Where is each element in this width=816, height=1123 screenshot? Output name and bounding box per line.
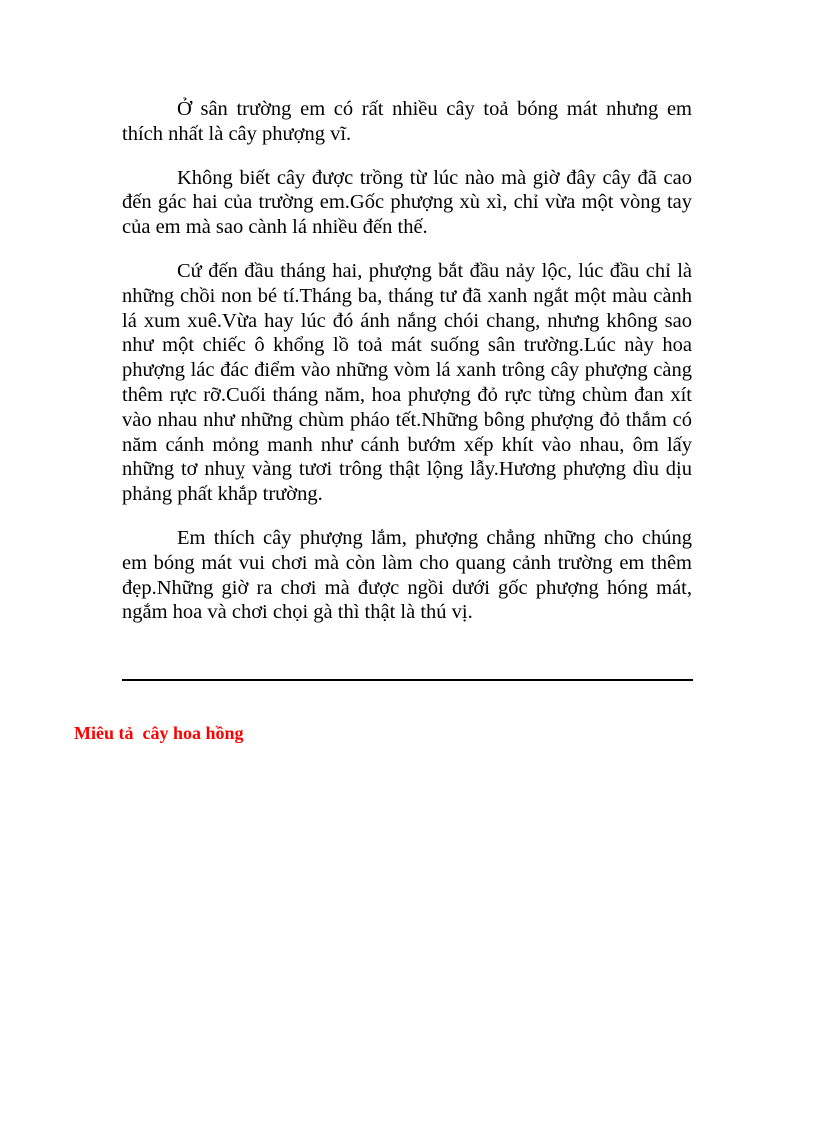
paragraph-seasons: Cứ đến đầu tháng hai, phượng bắt đầu nảy lộc, lúc đầu chỉ là những chồi non bé tí.Tháng ba, tháng tư đã xanh ngắt một màu cành lá xum xuê.Vừa hay lúc đó ánh nắng chói chang, nhưng không sao như một chiếc ô khổng lồ toả mát suống sân trường.Lúc này hoa phượng lác đác điểm vào những vòm lá xanh trông cây phượng càng thêm rực rỡ.Cuối tháng năm, hoa phượng đỏ rực từng chùm đan xít vào nhau như những chùm pháo tết.Những bông phượng đỏ thắm có năm cánh mỏng manh như cánh bướm xếp khít vào nhau, ôm lấy những tơ nhuỵ vàng tươi trông thật lộng lẫy.Hương phượng dìu dịu phảng phất khắp trường.	[122, 259, 692, 506]
paragraph-intro: Ở sân trường em có rất nhiều cây toả bóng mát nhưng em thích nhất là cây phượng vĩ.	[122, 98, 692, 145]
paragraph-conclusion: Em thích cây phượng lắm, phượng chẳng những cho chúng em bóng mát vui chơi mà còn làm cho quang cảnh trường em thêm đẹp.Những giờ ra chơi mà được ngồi dưới gốc phượng hóng mát, ngắm hoa và chơi chọi gà thì thật là thú vị.	[122, 526, 692, 624]
paragraph-trunk: Không biết cây được trồng từ lúc nào mà giờ đây cây đã cao đến gác hai của trường em.Gốc phượng xù xì, chỉ vừa một vòng tay của em mà sao cành lá nhiều đến thế.	[122, 166, 692, 239]
essay-body	[122, 97, 692, 625]
section-divider	[122, 679, 693, 681]
section-heading: Miêu tả cây hoa hồng	[74, 723, 244, 743]
